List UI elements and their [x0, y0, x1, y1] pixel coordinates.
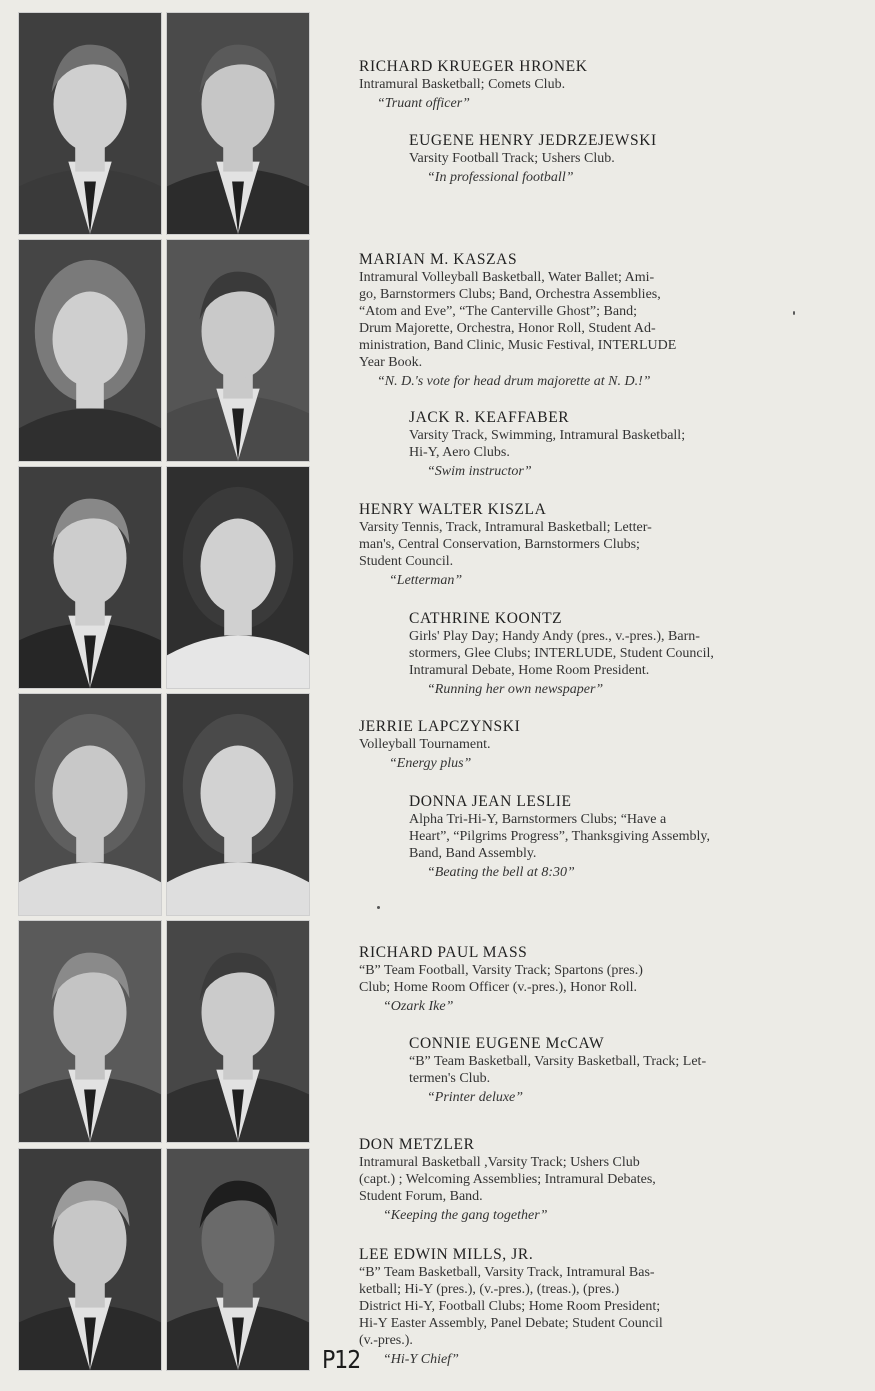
- student-entry: [359, 250, 780, 390]
- student-name: RICHARD PAUL MASS: [359, 944, 528, 961]
- student-quote: “Truant officer”: [377, 96, 470, 111]
- student-name: JACK R. KEAFFABER: [409, 409, 570, 426]
- student-name: DONNA JEAN LESLIE: [409, 793, 572, 810]
- student-quote: “Swim instructor”: [427, 464, 532, 479]
- portrait-photo: [18, 12, 162, 235]
- print-speck: [793, 311, 795, 315]
- student-entry: [409, 792, 830, 881]
- student-activities: Intramural Volleyball Basketball, Water Ballet; Ami- go, Barnstormers Clubs; Band, Orchestra Assemblies, “Atom and Eve”, “The Canterville Ghost”; Band; Drum Majorette, Orchestra, Honor Roll, Student Ad- ministration, Band Clinic, Music Festival, INTERLUDE Year Book.: [359, 270, 677, 370]
- portrait-photo: [18, 466, 162, 689]
- student-activities: Alpha Tri-Hi-Y, Barnstormers Clubs; “Have a Heart”, “Pilgrims Progress”, Thanksgiving Assembly, Band, Band Assembly.: [409, 812, 710, 861]
- student-quote: “Keeping the gang together”: [383, 1208, 548, 1223]
- student-entry: [359, 500, 780, 589]
- student-entry: [359, 943, 780, 1015]
- student-name: MARIAN M. KASZAS: [359, 251, 518, 268]
- portrait-photo: [166, 466, 310, 689]
- student-activities: Varsity Tennis, Track, Intramural Basketball; Letter- man's, Central Conservation, Barnstormers Clubs; Student Council.: [359, 520, 652, 569]
- student-entry: [409, 1034, 830, 1106]
- student-activities: “B” Team Basketball, Varsity Basketball, Track; Let- termen's Club.: [409, 1054, 707, 1086]
- student-quote: “Printer deluxe”: [427, 1090, 524, 1105]
- portrait-photo: [166, 920, 310, 1143]
- student-entry: [359, 1135, 784, 1224]
- portrait-photo: [166, 693, 310, 916]
- student-name: CONNIE EUGENE McCAW: [409, 1035, 605, 1052]
- portrait-photo: [166, 239, 310, 462]
- student-entry: [409, 408, 830, 480]
- student-quote: “In professional football”: [427, 170, 574, 185]
- portrait-photo: [166, 12, 310, 235]
- photo-column: [18, 12, 311, 1371]
- student-activities: “B” Team Basketball, Varsity Track, Intramural Bas- ketball; Hi-Y (pres.), (v.-pres.), (treas.), (pres.) District Hi-Y, Football Clubs; Home Room President; Hi-Y Easter Assembly, Panel Debate; Student Council (v.-pres.).: [359, 1265, 663, 1348]
- portrait-photo: [18, 239, 162, 462]
- page-number-handwritten: P12: [322, 1346, 361, 1375]
- student-quote: “Letterman”: [389, 573, 463, 588]
- student-entry: [359, 1245, 784, 1368]
- student-activities: Intramural Basketball ,Varsity Track; Ushers Club (capt.) ; Welcoming Assemblies; Intramural Debates, Student Forum, Band.: [359, 1155, 656, 1204]
- student-entry: [359, 57, 779, 112]
- student-activities: “B” Team Football, Varsity Track; Spartons (pres.) Club; Home Room Officer (v.-pres.), Honor Roll.: [359, 963, 643, 995]
- face-shape: [201, 746, 276, 841]
- portrait-photo: [18, 920, 162, 1143]
- student-name: RICHARD KRUEGER HRONEK: [359, 58, 588, 75]
- student-quote: “Energy plus”: [389, 756, 472, 771]
- student-quote: “Beating the bell at 8:30”: [427, 865, 575, 880]
- student-activities: Intramural Basketball; Comets Club.: [359, 77, 566, 92]
- portrait-photo: [18, 1148, 162, 1371]
- face-shape: [201, 519, 276, 614]
- student-name: DON METZLER: [359, 1136, 475, 1153]
- student-entry: [409, 609, 830, 698]
- student-quote: “Ozark Ike”: [383, 999, 454, 1014]
- student-entry: [409, 131, 829, 186]
- student-quote: “Hi-Y Chief”: [383, 1352, 459, 1367]
- student-entry: [359, 717, 780, 772]
- student-name: EUGENE HENRY JEDRZEJEWSKI: [409, 132, 657, 149]
- student-name: LEE EDWIN MILLS, JR.: [359, 1246, 534, 1263]
- student-activities: Girls' Play Day; Handy Andy (pres., v.-pres.), Barn- stormers, Glee Clubs; INTERLUDE, Student Council, Intramural Debate, Home Room President.: [409, 629, 714, 678]
- student-name: CATHRINE KOONTZ: [409, 610, 563, 627]
- student-activities: Varsity Track, Swimming, Intramural Basketball; Hi-Y, Aero Clubs.: [409, 428, 686, 460]
- student-name: HENRY WALTER KISZLA: [359, 501, 547, 518]
- student-activities: Volleyball Tournament.: [359, 737, 491, 752]
- student-quote: “Running her own newspaper”: [427, 682, 604, 697]
- student-quote: “N. D.'s vote for head drum majorette at N. D.!”: [377, 374, 651, 389]
- student-name: JERRIE LAPCZYNSKI: [359, 718, 521, 735]
- portrait-photo: [166, 1148, 310, 1371]
- face-shape: [53, 292, 128, 387]
- face-shape: [53, 746, 128, 841]
- print-speck: [377, 906, 380, 909]
- portrait-photo: [18, 693, 162, 916]
- student-activities: Varsity Football Track; Ushers Club.: [409, 151, 615, 166]
